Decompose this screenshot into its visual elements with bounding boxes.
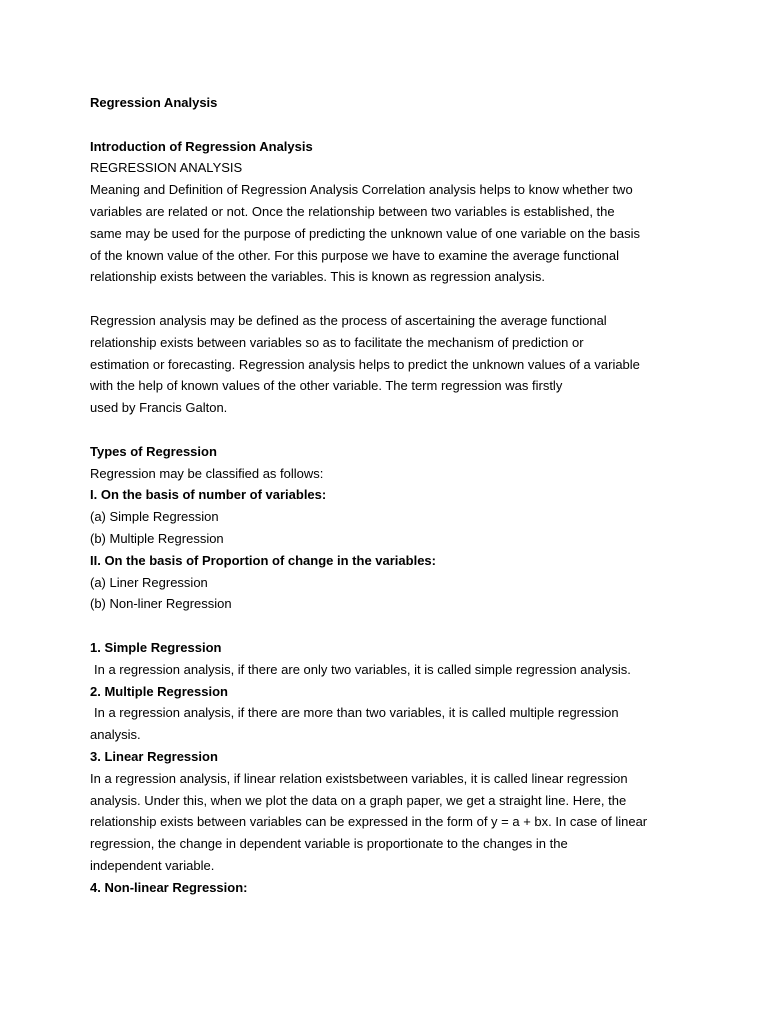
list-item: (b) Non-liner Regression xyxy=(90,596,232,612)
definition-paragraph xyxy=(90,310,686,419)
document-title: Regression Analysis xyxy=(90,95,218,110)
section-heading-simple: 1. Simple Regression xyxy=(90,639,222,655)
paragraph-line: with the help of known values of the other variable. The term regression was firstly xyxy=(90,378,563,394)
paragraph-line: Meaning and Definition of Regression Analysis Correlation analysis helps to know whether two xyxy=(90,182,633,198)
paragraph-line: relationship exists between variables so as to facilitate the mechanism of prediction or xyxy=(90,334,584,350)
section-heading-non-linear: 4. Non-linear Regression: xyxy=(90,879,248,895)
section-text: In a regression analysis, if there are only two variables, it is called simple regression analysis. xyxy=(94,661,631,677)
section-text: In a regression analysis, if linear relation existsbetween variables, it is called linear regression xyxy=(90,770,628,786)
paragraph-line: estimation or forecasting. Regression analysis helps to predict the unknown values of a variable xyxy=(90,356,640,372)
section-text: independent variable. xyxy=(90,857,215,873)
blank-line xyxy=(90,419,686,441)
intro-subheading: REGRESSION ANALYSIS xyxy=(90,160,243,176)
blank-line xyxy=(90,615,686,637)
paragraph-line: variables are related or not. Once the relationship between two variables is established, the xyxy=(90,203,615,219)
paragraph-line: of the known value of the other. For this purpose we have to examine the average functional xyxy=(90,247,619,263)
blank-line xyxy=(90,288,686,310)
paragraph-line: used by Francis Galton. xyxy=(90,400,228,416)
basis-2-heading: II. On the basis of Proportion of change in the variables: xyxy=(90,552,436,568)
list-item: (a) Simple Regression xyxy=(90,509,219,525)
section-text: In a regression analysis, if there are more than two variables, it is called multiple regression xyxy=(94,705,619,721)
section-text: regression, the change in dependent variable is proportionate to the changes in the xyxy=(90,836,568,852)
list-item: (a) Liner Regression xyxy=(90,574,208,590)
paragraph-line: same may be used for the purpose of predicting the unknown value of one variable on the basis xyxy=(90,225,640,241)
types-intro: Regression may be classified as follows: xyxy=(90,465,324,481)
section-heading-multiple: 2. Multiple Regression xyxy=(90,683,228,699)
section-heading-linear: 3. Linear Regression xyxy=(90,748,218,764)
types-heading: Types of Regression xyxy=(90,443,217,459)
list-item: (b) Multiple Regression xyxy=(90,530,224,546)
paragraph-line: relationship exists between the variables. This is known as regression analysis. xyxy=(90,269,545,285)
blank-line xyxy=(90,114,686,136)
section-text: relationship exists between variables can be expressed in the form of y = a + bx. In case of linear xyxy=(90,814,648,830)
intro-heading: Introduction of Regression Analysis xyxy=(90,138,313,154)
intro-paragraph xyxy=(90,179,686,288)
section-text: analysis. Under this, when we plot the data on a graph paper, we get a straight line. Here, the xyxy=(90,792,627,808)
section-text: analysis. xyxy=(90,727,141,743)
paragraph-line: Regression analysis may be defined as the process of ascertaining the average functional xyxy=(90,312,607,328)
basis-1-heading: I. On the basis of number of variables: xyxy=(90,487,327,503)
